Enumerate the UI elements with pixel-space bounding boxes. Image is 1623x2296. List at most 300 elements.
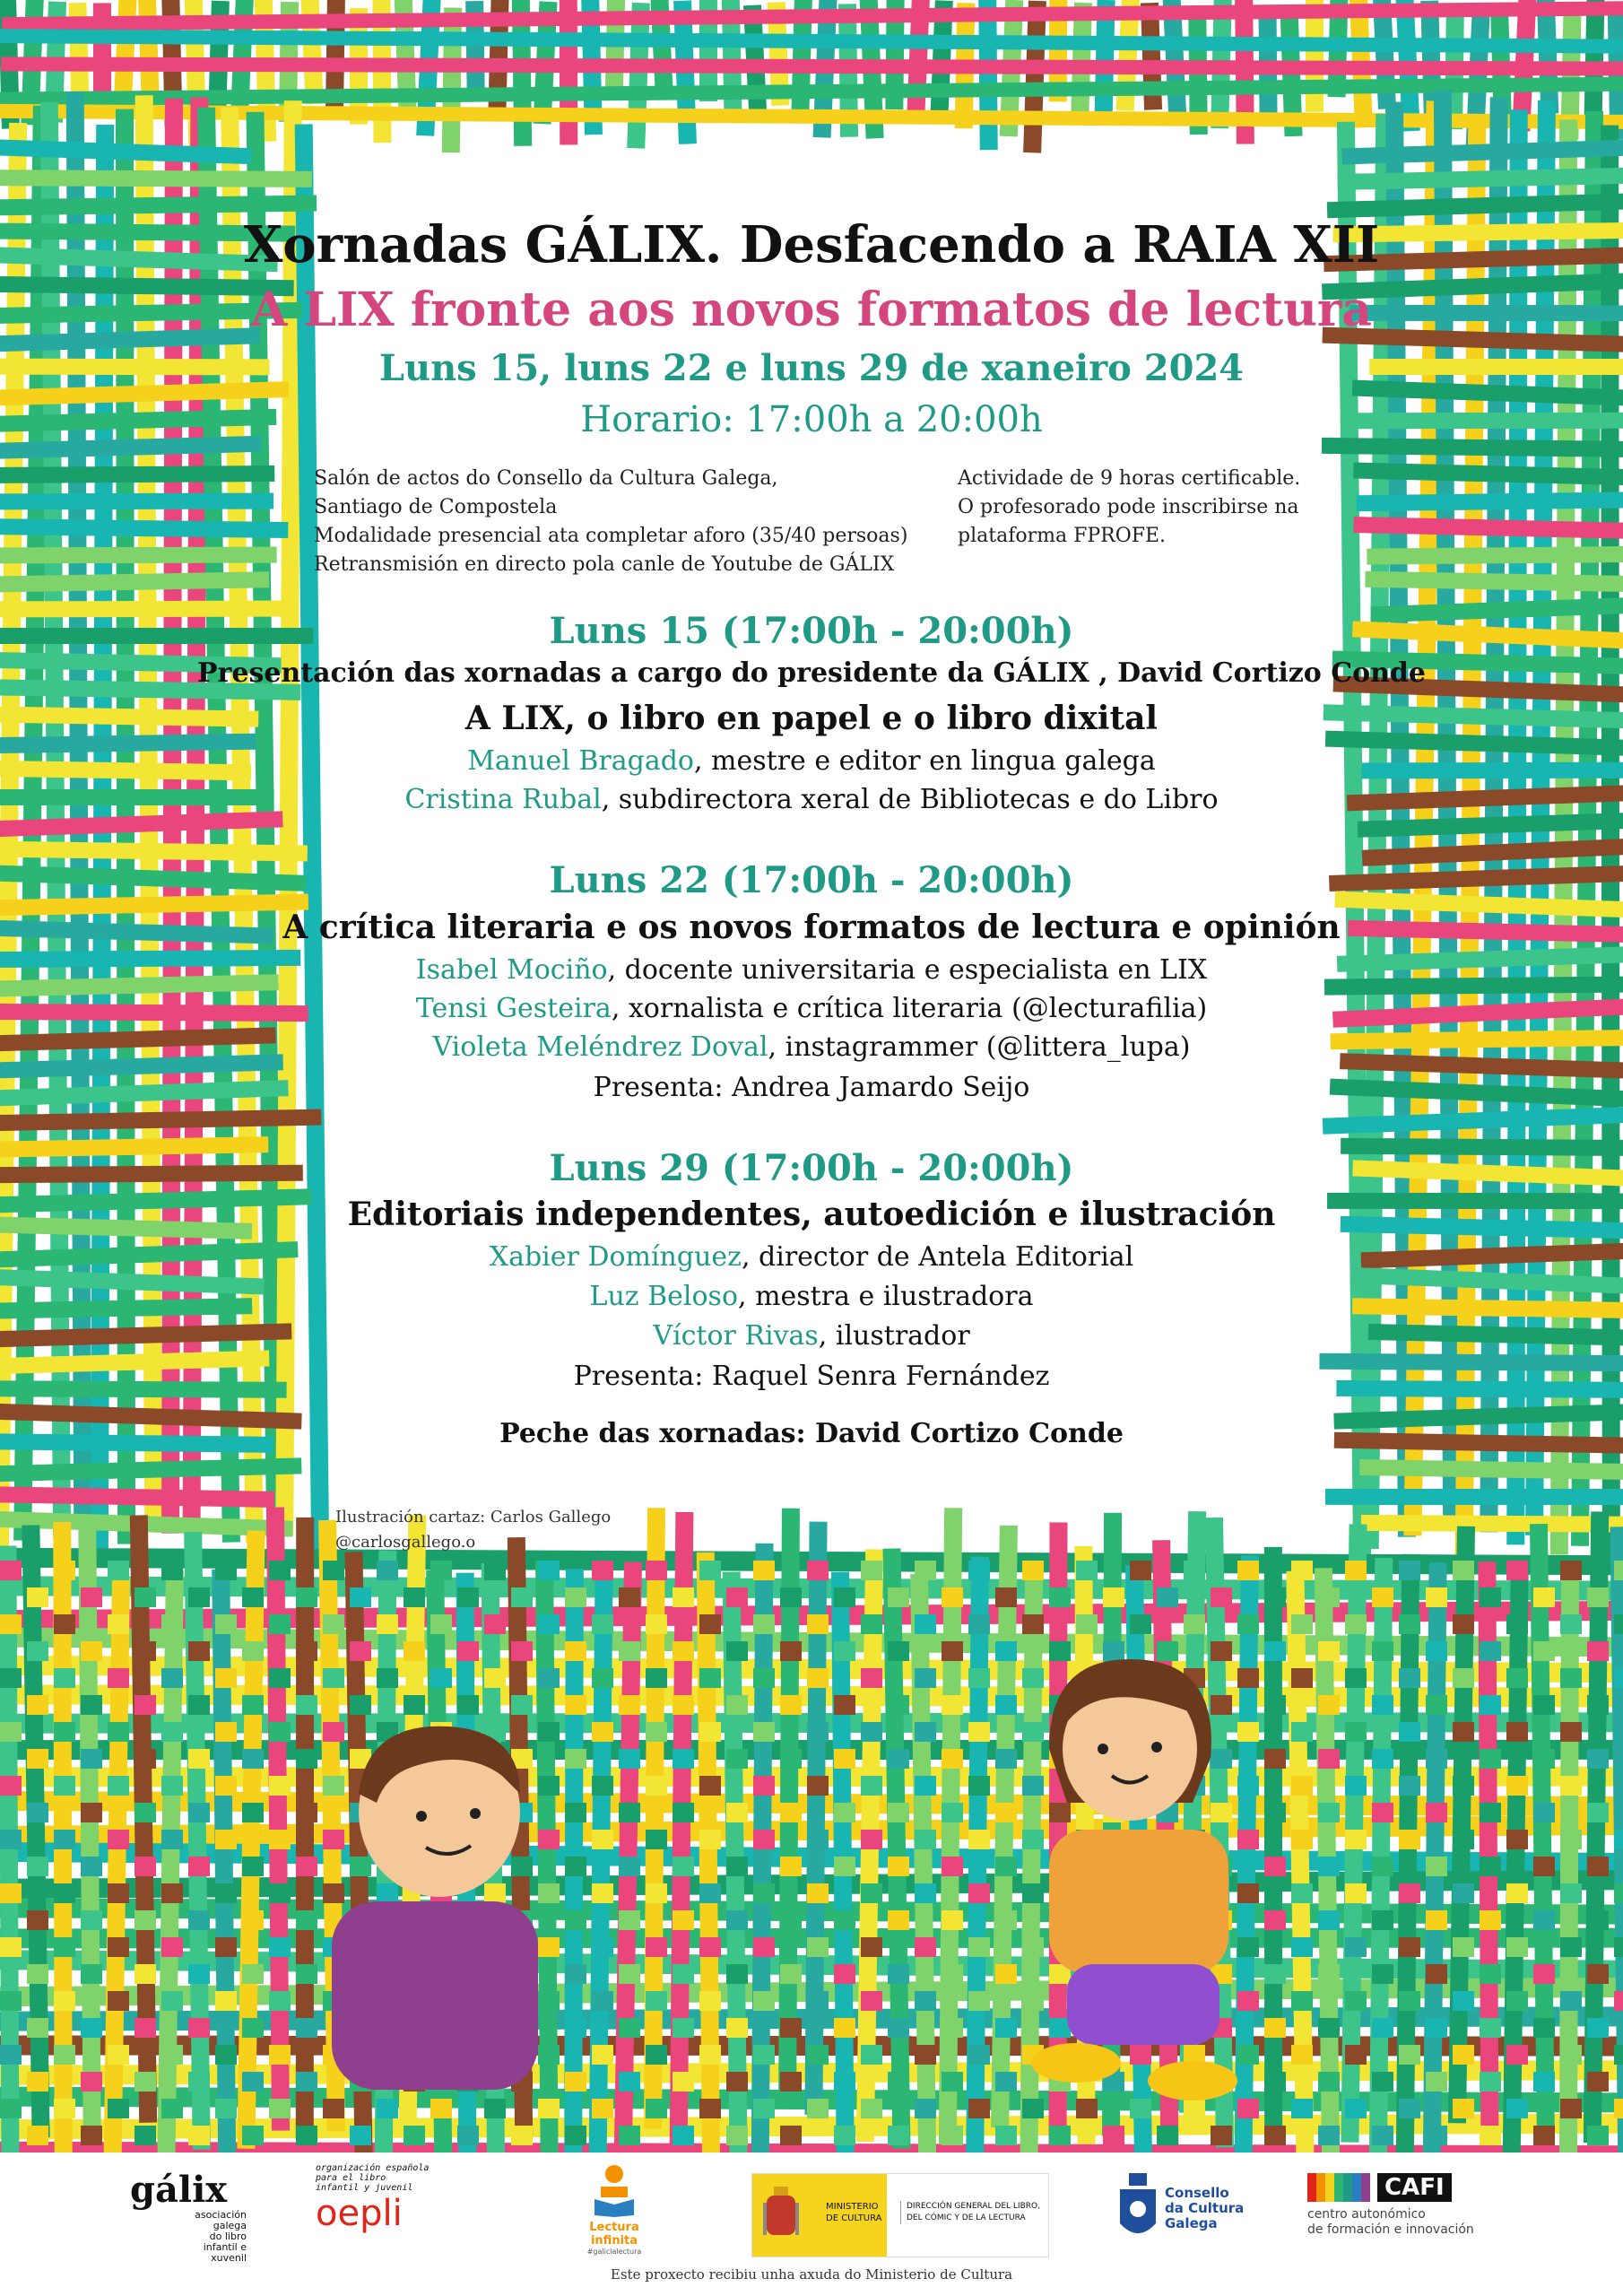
- paper-strip: [1506, 1830, 1528, 1849]
- paper-strip: [726, 1749, 748, 1769]
- paper-strip: [1614, 1722, 1623, 1742]
- paper-strip: [0, 1561, 22, 1580]
- paper-strip: [726, 1910, 748, 1930]
- paper-strip: [27, 1749, 48, 1769]
- paper-strip: [538, 1614, 560, 1634]
- paper-strip: [699, 2045, 721, 2065]
- paper-strip: [188, 2018, 210, 2038]
- paper-strip: [780, 2072, 802, 2092]
- paper-strip: [1291, 1614, 1313, 1634]
- paper-strip: [188, 1964, 210, 1984]
- paper-strip: [1506, 1668, 1528, 1688]
- paper-strip: [1345, 1722, 1367, 1742]
- paper-strip: [968, 2045, 990, 2065]
- session-2-topic: A crítica literaria e os novos formatos de lectura e opinión: [282, 909, 1341, 946]
- paper-strip: [915, 1561, 936, 1580]
- paper-strip: [1345, 1883, 1367, 1903]
- paper-strip: [592, 2099, 613, 2118]
- paper-strip: [0, 493, 273, 510]
- paper-strip: [430, 1668, 452, 1688]
- paper-strip: [1453, 1722, 1474, 1742]
- paper-strip: [619, 2072, 640, 2092]
- paper-strip: [1372, 1803, 1393, 1822]
- paper-strip: [565, 1641, 586, 1661]
- paper-strip: [592, 1830, 613, 1849]
- consello-line: Consello: [1165, 2185, 1229, 2201]
- paper-strip: [565, 1803, 586, 1822]
- paper-strip: [1453, 1668, 1474, 1688]
- paper-strip: [135, 1587, 156, 1607]
- paper-strip: [404, 1695, 425, 1715]
- paper-strip: [188, 1803, 210, 1822]
- oepli-logo: [316, 2163, 429, 2234]
- paper-strip: [1372, 1641, 1393, 1661]
- paper-strip: [0, 1614, 22, 1634]
- paper-strip: [538, 1561, 560, 1580]
- speaker-role: , subdirectora xeral de Bibliotecas e do Libro: [601, 784, 1219, 815]
- speaker-line: [0, 1031, 1623, 1063]
- paper-strip: [1560, 2099, 1582, 2118]
- paper-strip: [699, 1937, 721, 1957]
- paper-strip: [834, 1910, 855, 1930]
- speaker-line: [0, 1320, 1623, 1352]
- paper-strip: [296, 1695, 317, 1715]
- paper-strip: [1372, 1587, 1393, 1607]
- paper-strip: [1318, 1695, 1340, 1715]
- paper-strip: [54, 1614, 75, 1634]
- paper-strip: [430, 1614, 452, 1634]
- paper-strip: [1480, 2126, 1501, 2145]
- paper-strip: [861, 1614, 882, 1634]
- paper-strip: [1345, 1668, 1367, 1688]
- paper-strip: [1506, 2045, 1528, 2065]
- paper-strip: [888, 2018, 909, 2038]
- paper-strip: [188, 1587, 210, 1607]
- paper-strip: [1614, 1883, 1623, 1903]
- paper-strip: [565, 2018, 586, 2038]
- paper-strip: [1426, 2126, 1447, 2145]
- paper-strip: [1345, 1991, 1367, 2011]
- paper-strip: [430, 1561, 452, 1580]
- paper-strip: [135, 1695, 156, 1715]
- paper-strip: [161, 1883, 183, 1903]
- speaker-name: Violeta Meléndrez Doval: [432, 1031, 768, 1063]
- paper-strip: [1291, 1561, 1313, 1580]
- paper-strip: [1506, 1722, 1528, 1742]
- paper-strip: [861, 1830, 882, 1849]
- paper-strip: [1318, 2018, 1340, 2038]
- paper-strip: [726, 1857, 748, 1876]
- session-3-topic: Editoriais independentes, autoedición e ilustración: [347, 1196, 1276, 1233]
- paper-strip: [726, 2126, 748, 2145]
- paper-strip: [0, 1937, 22, 1957]
- paper-strip: [753, 1614, 775, 1634]
- consello-wordmark: [1165, 2186, 1244, 2231]
- paper-strip: [1587, 1641, 1609, 1661]
- paper-strip: [1372, 1857, 1393, 1876]
- paper-strip: [215, 1883, 237, 1903]
- paper-strip: [565, 1910, 586, 1930]
- paper-strip: [242, 1695, 264, 1715]
- paper-strip: [538, 2099, 560, 2118]
- paper-strip: [646, 1614, 667, 1634]
- paper-strip: [1480, 2018, 1501, 2038]
- paper-strip: [861, 1668, 882, 1688]
- event-dates: Luns 15, luns 22 e luns 29 de xaneiro 2024: [378, 347, 1245, 389]
- paper-strip: [1372, 1695, 1393, 1715]
- paper-strip: [1480, 1749, 1501, 1769]
- paper-strip: [135, 2018, 156, 2038]
- paper-strip: [861, 1561, 882, 1580]
- paper-strip: [699, 1614, 721, 1634]
- paper-strip: [1399, 2045, 1420, 2065]
- paper-strip: [565, 1857, 586, 1876]
- paper-strip: [81, 2018, 102, 2038]
- paper-strip: [215, 2099, 237, 2118]
- consello-line: Galega: [1165, 2215, 1218, 2231]
- paper-strip: [269, 1614, 291, 1634]
- paper-strip: [161, 1776, 183, 1796]
- cafi-sub-line: de formación e innovación: [1307, 2222, 1474, 2237]
- paper-strip: [861, 1722, 882, 1742]
- paper-strip: [861, 1883, 882, 1903]
- paper-strip: [1426, 1910, 1447, 1930]
- paper-strip: [1291, 2045, 1313, 2065]
- paper-strip: [619, 1749, 640, 1769]
- paper-strip: [269, 1561, 291, 1580]
- paper-strip: [1157, 2126, 1178, 2145]
- paper-strip: [404, 1641, 425, 1661]
- paper-strip: [108, 1668, 129, 1688]
- paper-strip: [1345, 1561, 1367, 1580]
- reader-icon: [592, 2163, 637, 2217]
- paper-strip: [1453, 1883, 1474, 1903]
- paper-strip: [1291, 2099, 1313, 2118]
- paper-strip: [27, 1964, 48, 1984]
- paper-strip: [215, 1991, 237, 2011]
- paper-strip: [0, 1991, 22, 2011]
- paper-strip: [1184, 1561, 1205, 1580]
- paper-strip: [1533, 1587, 1555, 1607]
- paper-strip: [942, 1695, 963, 1715]
- paper-strip: [888, 2126, 909, 2145]
- paper-strip: [1480, 1641, 1501, 1661]
- paper-strip: [673, 1587, 694, 1607]
- paper-strip: [968, 1937, 990, 1957]
- paper-strip: [780, 2126, 802, 2145]
- paper-strip: [753, 1776, 775, 1796]
- paper-strip: [1372, 1964, 1393, 1984]
- paper-strip: [915, 1776, 936, 1796]
- paper-strip: [0, 1883, 22, 1903]
- paper-strip: [81, 1695, 102, 1715]
- paper-strip: [1426, 2072, 1447, 2092]
- paper-strip: [673, 2126, 694, 2145]
- paper-strip: [1426, 1964, 1447, 1984]
- paper-strip: [135, 1857, 156, 1876]
- speaker-role: , xornalista e crítica literaria (@lecturafilia): [611, 993, 1208, 1024]
- speaker-line: [0, 993, 1623, 1024]
- paper-strip: [1258, 6, 1277, 115]
- paper-strip: [242, 1641, 264, 1661]
- paper-strip: [1367, 545, 1623, 564]
- paper-strip: [1318, 1587, 1340, 1607]
- paper-strip: [780, 1641, 802, 1661]
- galix-sub-line: galega: [213, 2220, 247, 2231]
- paper-strip: [646, 1776, 667, 1796]
- paper-strip: [673, 1695, 694, 1715]
- certification-line: Actividade de 9 horas certificable.: [958, 467, 1301, 490]
- paper-strip: [888, 1641, 909, 1661]
- paper-strip: [834, 2018, 855, 2038]
- paper-strip: [807, 1561, 829, 1580]
- paper-strip: [1184, 1614, 1205, 1634]
- paper-strip: [1399, 1883, 1420, 1903]
- paper-strip: [1506, 1937, 1528, 1957]
- paper-strip: [350, 1641, 371, 1661]
- paper-strip: [1480, 1803, 1501, 1822]
- lectura-hashtag: #galicialectura: [586, 2248, 642, 2256]
- paper-strip: [834, 1587, 855, 1607]
- paper-strip: [1237, 1614, 1259, 1634]
- paper-strip: [699, 1883, 721, 1903]
- paper-strip: [1157, 1587, 1178, 1607]
- paper-strip: [1318, 2126, 1340, 2145]
- paper-strip: [673, 1910, 694, 1930]
- paper-strip: [1291, 1668, 1313, 1688]
- paper-strip: [753, 2099, 775, 2118]
- paper-strip: [1345, 2099, 1367, 2118]
- paper-strip: [968, 1722, 990, 1742]
- paper-strip: [457, 2126, 479, 2145]
- paper-strip: [565, 2072, 586, 2092]
- paper-strip: [1103, 2126, 1124, 2145]
- oepli-subtitle: [316, 2163, 429, 2193]
- speaker-name: Manuel Bragado: [467, 745, 694, 777]
- paper-strip: [1453, 1776, 1474, 1796]
- paper-strip: [834, 1641, 855, 1661]
- paper-strip: [646, 2045, 667, 2065]
- certification-info: [958, 465, 1300, 551]
- ministerio-cultura-logo: [751, 2173, 1049, 2257]
- paper-strip: [646, 2099, 667, 2118]
- paper-strip: [968, 1668, 990, 1688]
- paper-strip: [1480, 1695, 1501, 1715]
- paper-strip: [188, 1857, 210, 1876]
- paper-strip: [1130, 1561, 1151, 1580]
- paper-strip: [619, 1641, 640, 1661]
- paper-strip: [1291, 1776, 1313, 1796]
- paper-strip: [646, 1991, 667, 2011]
- paper-strip: [592, 1991, 613, 2011]
- paper-strip: [1533, 1641, 1555, 1661]
- paper-strip: [968, 1776, 990, 1796]
- paper-strip: [161, 2045, 183, 2065]
- venue-info: [314, 465, 907, 579]
- paper-strip: [1318, 1749, 1340, 1769]
- paper-strip: [1399, 1668, 1420, 1688]
- paper-strip: [135, 1749, 156, 1769]
- paper-strip: [215, 1614, 237, 1634]
- paper-strip: [108, 1937, 129, 1957]
- paper-strip: [834, 1749, 855, 1769]
- paper-strip: [1614, 1776, 1623, 1796]
- paper-strip: [834, 1695, 855, 1715]
- paper-strip: [457, 1641, 479, 1661]
- paper-strip: [673, 1857, 694, 1876]
- cafi-logo: [1307, 2173, 1474, 2238]
- paper-strip: [780, 1695, 802, 1715]
- closing-line: Peche das xornadas: David Cortizo Conde: [499, 1418, 1124, 1449]
- paper-strip: [323, 1614, 344, 1634]
- paper-strip: [1399, 1991, 1420, 2011]
- page-title: Xornadas GÁLIX. Desfacendo a RAIA XII: [243, 215, 1380, 274]
- paper-strip: [269, 1722, 291, 1742]
- paper-strip: [27, 1695, 48, 1715]
- paper-strip: [646, 1883, 667, 1903]
- paper-strip: [161, 1561, 183, 1580]
- paper-strip: [81, 1857, 102, 1876]
- paper-strip: [0, 2045, 22, 2065]
- paper-strip: [242, 1587, 264, 1607]
- paper-strip: [942, 2126, 963, 2145]
- paper-strip: [0, 465, 274, 483]
- paper-strip: [1399, 1561, 1420, 1580]
- paper-strip: [1560, 1991, 1582, 2011]
- paper-strip: [511, 1587, 533, 1607]
- paper-strip: [1480, 2072, 1501, 2092]
- session-2-heading: Luns 22 (17:00h - 20:00h): [549, 859, 1074, 901]
- paper-strip: [27, 2018, 48, 2038]
- paper-strip: [1318, 1964, 1340, 1984]
- paper-strip: [915, 2045, 936, 2065]
- paper-strip: [1291, 1830, 1313, 1849]
- paper-strip: [135, 1964, 156, 1984]
- paper-strip: [1345, 1776, 1367, 1796]
- session-2-presenter: Presenta: Andrea Jamardo Seijo: [593, 1072, 1030, 1103]
- paper-strip: [54, 1722, 75, 1742]
- paper-strip: [780, 2018, 802, 2038]
- paper-strip: [1506, 2099, 1528, 2118]
- paper-strip: [242, 1964, 264, 1984]
- paper-strip: [0, 2099, 22, 2118]
- consello-line: da Cultura: [1165, 2200, 1245, 2216]
- paper-strip: [269, 1776, 291, 1796]
- paper-strip: [1049, 2126, 1071, 2145]
- paper-strip: [646, 1722, 667, 1742]
- paper-strip: [592, 1937, 613, 1957]
- paper-strip: [646, 1561, 667, 1580]
- paper-strip: [1560, 1614, 1582, 1634]
- paper-strip: [1506, 1991, 1528, 2011]
- paper-strip: [673, 2072, 694, 2092]
- paper-strip: [915, 1722, 936, 1742]
- paper-strip: [753, 1883, 775, 1903]
- paper-strip: [942, 1749, 963, 1769]
- paper-strip: [484, 2099, 506, 2118]
- ministerio-line: MINISTERIO: [826, 2202, 879, 2212]
- paper-strip: [780, 1964, 802, 1984]
- paper-strip: [1022, 1561, 1044, 1580]
- paper-strip: [54, 2099, 75, 2118]
- paper-strip: [888, 1695, 909, 1715]
- paper-strip: [942, 1910, 963, 1930]
- paper-strip: [135, 1803, 156, 1822]
- paper-strip: [1322, 438, 1623, 457]
- paper-strip: [888, 1964, 909, 1984]
- paper-strip: [1426, 1587, 1447, 1607]
- paper-strip: [1614, 1937, 1623, 1957]
- paper-strip: [511, 1641, 533, 1661]
- paper-strip: [81, 1910, 102, 1930]
- paper-strip: [753, 1561, 775, 1580]
- paper-strip: [942, 1587, 963, 1607]
- paper-strip: [888, 1587, 909, 1607]
- paper-strip: [1480, 1910, 1501, 1930]
- paper-strip: [780, 1587, 802, 1607]
- paper-strip: [114, 0, 137, 96]
- paper-strip: [27, 2072, 48, 2092]
- paper-strip: [161, 1991, 183, 2011]
- paper-strip: [1560, 1561, 1582, 1580]
- paper-strip: [1426, 1803, 1447, 1822]
- paper-strip: [1506, 1883, 1528, 1903]
- paper-strip: [27, 1910, 48, 1930]
- session-1-topic: A LIX, o libro en papel e o libro dixital: [464, 700, 1159, 737]
- paper-strip: [646, 1668, 667, 1688]
- paper-strip: [726, 2018, 748, 2038]
- paper-strip: [296, 1587, 317, 1607]
- paper-strip: [1426, 1641, 1447, 1661]
- paper-strip: [81, 2126, 102, 2145]
- paper-strip: [54, 2045, 75, 2065]
- paper-strip: [377, 1614, 398, 1634]
- paper-strip: [861, 1937, 882, 1957]
- paper-strip: [27, 1641, 48, 1661]
- paper-strip: [699, 1668, 721, 1688]
- paper-strip: [296, 1641, 317, 1661]
- paper-strip: [1587, 1695, 1609, 1715]
- paper-strip: [646, 1937, 667, 1957]
- paper-strip: [27, 2126, 48, 2145]
- venue-line: Salón de actos do Consello da Cultura Galega,: [314, 467, 778, 490]
- paper-strip: [564, 1569, 584, 2188]
- paper-strip: [942, 2018, 963, 2038]
- paper-strip: [1399, 1722, 1420, 1742]
- paper-strip: [1537, 0, 1559, 114]
- paper-strip: [673, 1641, 694, 1661]
- paper-strip: [968, 1991, 990, 2011]
- girl-illustration: [1013, 1641, 1282, 2108]
- paper-strip: [1533, 1803, 1555, 1822]
- paper-strip: [699, 1830, 721, 1849]
- ministerio-line: DE CULTURA: [826, 2213, 882, 2223]
- paper-strip: [377, 1668, 398, 1688]
- paper-strip: [242, 1910, 264, 1930]
- paper-strip: [619, 1587, 640, 1607]
- direccion-label: [900, 2201, 1040, 2224]
- paper-strip: [565, 1964, 586, 1984]
- paper-strip: [0, 547, 277, 564]
- paper-strip: [1325, 1489, 1623, 1505]
- paper-strip: [592, 2045, 613, 2065]
- paper-strip: [54, 1668, 75, 1688]
- paper-strip: [915, 1937, 936, 1957]
- paper-strip: [188, 2126, 210, 2145]
- oepli-sub-line: organización española: [316, 2163, 430, 2173]
- paper-strip: [457, 1695, 479, 1715]
- paper-strip: [269, 1937, 291, 1957]
